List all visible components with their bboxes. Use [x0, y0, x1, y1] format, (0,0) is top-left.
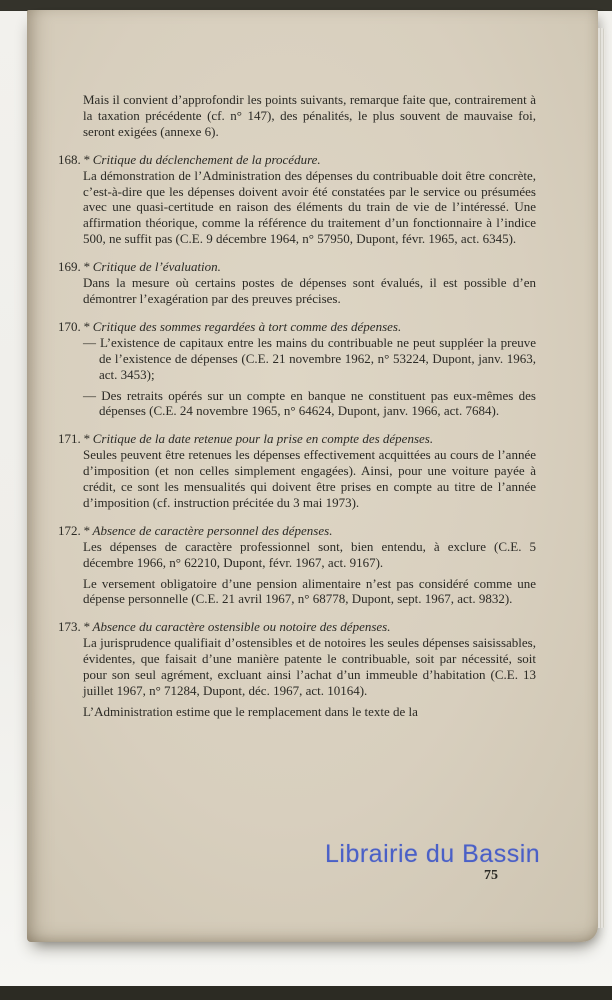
section-number: 171.: [58, 431, 81, 447]
section-173: [58, 619, 536, 719]
section-168: [58, 152, 536, 247]
section-number: 172.: [58, 522, 81, 538]
section-number: 169.: [58, 259, 81, 275]
section-content: [83, 319, 536, 419]
page-stack-edge: [598, 28, 605, 928]
page-number: 75: [484, 868, 498, 883]
section-170: [58, 319, 536, 419]
section-paragraph: La démonstration de l’Administration des dépenses du contribuable doit être concrète, c’est-à-dire que les dépenses doivent avoir été constatées par le service ou présumées avec une quasi-certitude en raison des éléments du train de vie de l’intéressé. Une affirmation théorique, comme la référence du traitement d’un fonctionnaire à l’indice 500, ne suffit pas (C.E. 9 décembre 1964, n° 57950, Dupont, févr. 1965, act. 6345).: [83, 167, 536, 247]
section-number: 168.: [58, 151, 81, 167]
section-171: [58, 431, 536, 511]
section-paragraph: — L’existence de capitaux entre les mains du contribuable ne peut suppléer la preuve de l’existence de dépenses (C.E. 21 novembre 1962, n° 53224, Dupont, janv. 1963, act. 3453);: [83, 334, 536, 382]
section-paragraph: Seules peuvent être retenues les dépenses effectivement acquittées au cours de l’année d’imposition (et non celles simplement engagées). Ainsi, pour une voiture payée à crédit, ce sont les mensualités qui doivent être prises en compte au titre de l’année d’imposition (cf. instruction précitée du 3 mai 1973).: [83, 447, 536, 510]
section-content: [83, 259, 536, 307]
section-paragraph: Dans la mesure où certains postes de dépenses sont évalués, il est possible d’en démontrer l’exagération par des preuves précises.: [83, 275, 536, 306]
section-paragraph: Les dépenses de caractère professionnel sont, bien entendu, à exclure (C.E. 5 décembre 1966, n° 62210, Dupont, févr. 1967, act. 9167).: [83, 538, 536, 570]
bookseller-watermark: Librairie du Bassin: [325, 840, 541, 868]
section-content: [83, 619, 536, 719]
section-paragraph: — Des retraits opérés sur un compte en banque ne constituent pas eux-mêmes des dépenses (C.E. 24 novembre 1965, n° 64624, Dupont, janv. 1966, act. 7684).: [83, 387, 536, 419]
section-paragraph: La jurisprudence qualifiait d’ostensibles et de notoires les seules dépenses saisissables, évidentes, que faisait d’une manière patente le contribuable, soit par nécessité, soit pour son seul agrément, excluant ainsi l’achat d’un immeuble d’habitation (C.E. 13 juillet 1967, n° 71284, Dupont, déc. 1967, act. 10164).: [83, 635, 536, 698]
section-title: * Critique de la date retenue pour la prise en compte des dépenses.: [83, 431, 434, 447]
photo-background-bottom: [0, 986, 612, 1000]
section-number: 170.: [58, 318, 81, 334]
section-172: [58, 523, 536, 608]
section-content: [83, 523, 536, 608]
section-title: * Critique de l’évaluation.: [83, 259, 221, 275]
section-content: [83, 431, 536, 511]
book-page: [27, 10, 598, 942]
section-169: [58, 259, 536, 307]
section-content: [83, 152, 536, 247]
section-number: 173.: [58, 619, 81, 635]
section-title: * Critique du déclenchement de la procédure.: [83, 151, 321, 167]
page-text: [58, 92, 536, 720]
section-title: * Absence du caractère ostensible ou notoire des dépenses.: [83, 619, 391, 635]
section-title: * Absence de caractère personnel des dépenses.: [83, 522, 333, 538]
section-paragraph: Le versement obligatoire d’une pension alimentaire n’est pas considéré comme une dépense personnelle (C.E. 21 avril 1967, n° 68778, Dupont, sept. 1967, act. 9832).: [83, 575, 536, 607]
intro-paragraph: Mais il convient d’approfondir les points suivants, remarque faite que, contrairement à la taxation précédente (cf. n° 147), des pénalités, le plus souvent de mauvaise foi, seront exigées (annexe 6).: [83, 92, 536, 139]
section-title: * Critique des sommes regardées à tort comme des dépenses.: [83, 318, 402, 334]
section-paragraph: L’Administration estime que le remplacement dans le texte de la: [83, 703, 418, 719]
